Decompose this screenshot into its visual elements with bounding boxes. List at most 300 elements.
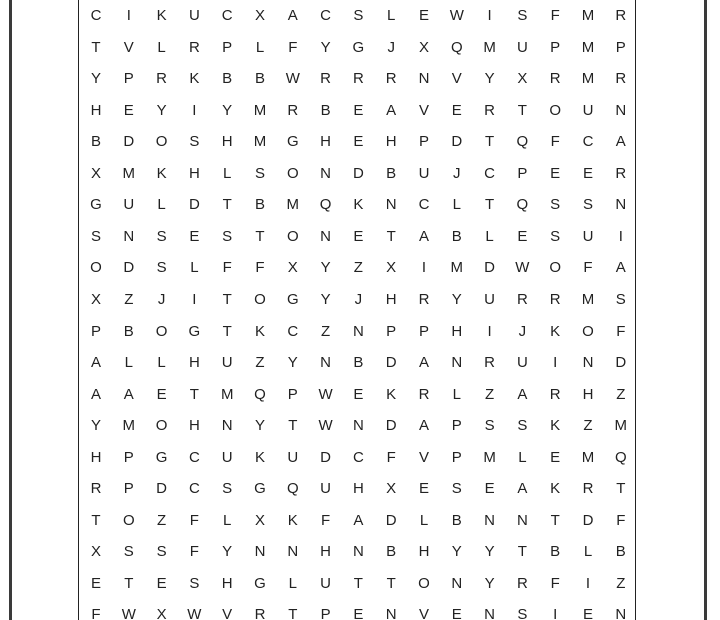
grid-letter-cell: G bbox=[155, 448, 168, 466]
grid-letter-cell: T bbox=[616, 480, 626, 498]
grid-letter-cell: L bbox=[419, 511, 429, 529]
grid-letter-cell: R bbox=[418, 385, 430, 403]
grid-letter-cell: J bbox=[518, 322, 527, 340]
word-search-grid bbox=[80, 0, 640, 620]
grid-letter-cell: R bbox=[516, 574, 528, 592]
grid-letter-cell: T bbox=[517, 543, 527, 561]
grid-letter-cell: E bbox=[189, 227, 200, 245]
grid-letter-cell: O bbox=[90, 259, 102, 277]
grid-letter-cell: M bbox=[581, 70, 595, 88]
grid-letter-cell: O bbox=[286, 164, 299, 182]
grid-letter-cell: C bbox=[188, 448, 200, 466]
grid-letter-cell: R bbox=[188, 38, 200, 56]
grid-letter-cell: P bbox=[386, 322, 397, 340]
grid-letter-cell: O bbox=[582, 322, 594, 340]
grid-letter-cell: O bbox=[155, 417, 168, 435]
grid-letter-cell: Y bbox=[222, 543, 233, 561]
grid-letter-cell: S bbox=[517, 606, 528, 620]
grid-letter-cell: M bbox=[122, 164, 136, 182]
grid-letter-cell: W bbox=[121, 606, 136, 620]
grid-letter-cell: T bbox=[288, 417, 298, 435]
grid-letter-cell: T bbox=[222, 196, 232, 214]
grid-letter-cell: K bbox=[189, 70, 200, 88]
grid-letter-cell: H bbox=[188, 354, 200, 372]
grid-letter-cell: W bbox=[187, 606, 202, 620]
grid-letter-cell: X bbox=[386, 480, 397, 498]
grid-letter-cell: E bbox=[123, 101, 134, 119]
grid-letter-cell: V bbox=[418, 101, 429, 119]
grid-letter-cell: U bbox=[320, 574, 332, 592]
grid-letter-cell: Q bbox=[614, 448, 627, 466]
grid-letter-cell: L bbox=[223, 511, 232, 529]
grid-letter-cell: C bbox=[418, 196, 430, 214]
grid-letter-cell: O bbox=[254, 290, 266, 308]
grid-letter-cell: W bbox=[285, 70, 300, 88]
grid-letter-cell: N bbox=[352, 417, 364, 435]
grid-letter-cell: F bbox=[386, 448, 396, 466]
grid-letter-cell: I bbox=[487, 7, 492, 24]
grid-letter-cell: R bbox=[254, 606, 266, 620]
grid-letter-cell: A bbox=[517, 480, 528, 498]
grid-letter-cell: U bbox=[582, 227, 594, 245]
grid-letter-cell: E bbox=[550, 164, 561, 182]
grid-letter-cell: A bbox=[90, 354, 101, 372]
grid-letter-cell: Y bbox=[484, 574, 495, 592]
grid-letter-cell: K bbox=[287, 511, 298, 529]
grid-letter-cell: O bbox=[418, 574, 430, 592]
grid-letter-cell: P bbox=[451, 417, 462, 435]
grid-letter-cell: H bbox=[221, 574, 233, 592]
grid-letter-cell: R bbox=[352, 70, 364, 88]
grid-letter-cell: E bbox=[353, 101, 364, 119]
grid-letter-cell: P bbox=[222, 38, 233, 56]
grid-letter-cell: R bbox=[90, 480, 102, 498]
grid-letter-cell: D bbox=[385, 417, 397, 435]
grid-letter-cell: H bbox=[188, 164, 200, 182]
grid-letter-cell: F bbox=[189, 511, 199, 529]
grid-letter-cell: U bbox=[287, 448, 299, 466]
grid-letter-cell: S bbox=[189, 574, 200, 592]
grid-letter-cell: R bbox=[549, 70, 561, 88]
grid-letter-cell: U bbox=[516, 38, 528, 56]
grid-letter-cell: O bbox=[549, 101, 562, 119]
grid-letter-cell: J bbox=[157, 290, 166, 308]
grid-letter-cell: F bbox=[616, 322, 626, 340]
grid-letter-cell: L bbox=[255, 38, 265, 56]
grid-letter-cell: L bbox=[452, 196, 461, 214]
grid-letter-cell: M bbox=[581, 38, 595, 56]
grid-letter-cell: E bbox=[550, 448, 561, 466]
grid-letter-cell: H bbox=[90, 448, 102, 466]
grid-letter-cell: Z bbox=[321, 322, 331, 340]
grid-letter-cell: G bbox=[254, 574, 266, 592]
grid-letter-cell: A bbox=[418, 417, 429, 435]
grid-letter-cell: E bbox=[451, 101, 462, 119]
grid-letter-cell: Q bbox=[254, 385, 266, 403]
grid-letter-cell: P bbox=[90, 322, 101, 340]
grid-letter-cell: F bbox=[321, 511, 331, 529]
grid-letter-cell: D bbox=[156, 480, 168, 498]
grid-letter-cell: Y bbox=[320, 259, 331, 277]
grid-letter-cell: F bbox=[255, 259, 265, 277]
grid-letter-cell: P bbox=[550, 38, 561, 56]
grid-letter-cell: R bbox=[287, 101, 299, 119]
grid-letter-cell: S bbox=[582, 196, 593, 214]
grid-letter-cell: L bbox=[452, 385, 461, 403]
grid-letter-cell: V bbox=[451, 70, 462, 88]
grid-letter-cell: D bbox=[451, 133, 463, 151]
grid-letter-cell: A bbox=[123, 385, 134, 403]
grid-letter-cell: M bbox=[581, 7, 595, 24]
grid-letter-cell: B bbox=[353, 354, 364, 372]
grid-letter-cell: L bbox=[157, 196, 166, 214]
grid-letter-cell: S bbox=[156, 543, 167, 561]
grid-letter-cell: T bbox=[222, 322, 232, 340]
grid-letter-cell: S bbox=[254, 164, 265, 182]
grid-letter-cell: U bbox=[320, 480, 332, 498]
grid-letter-cell: H bbox=[418, 543, 430, 561]
grid-letter-cell: K bbox=[254, 322, 265, 340]
grid-letter-cell: Z bbox=[485, 385, 495, 403]
grid-letter-cell: B bbox=[550, 543, 561, 561]
grid-letter-cell: L bbox=[485, 227, 494, 245]
grid-letter-cell: J bbox=[387, 38, 395, 56]
grid-letter-cell: N bbox=[615, 101, 627, 119]
grid-letter-cell: N bbox=[418, 70, 430, 88]
grid-letter-cell: N bbox=[582, 354, 594, 372]
grid-letter-cell: E bbox=[353, 385, 364, 403]
grid-letter-cell: K bbox=[156, 7, 167, 24]
grid-letter-cell: B bbox=[90, 133, 101, 151]
grid-letter-cell: P bbox=[123, 448, 134, 466]
grid-letter-cell: M bbox=[253, 133, 267, 151]
grid-letter-cell: O bbox=[122, 511, 135, 529]
grid-letter-cell: K bbox=[353, 196, 364, 214]
grid-letter-cell: I bbox=[618, 227, 623, 245]
grid-letter-cell: B bbox=[254, 70, 265, 88]
grid-letter-cell: Q bbox=[516, 133, 529, 151]
grid-letter-cell: K bbox=[550, 322, 561, 340]
grid-letter-cell: R bbox=[156, 70, 168, 88]
grid-letter-cell: X bbox=[90, 164, 101, 182]
grid-letter-cell: Y bbox=[90, 417, 101, 435]
grid-letter-cell: P bbox=[418, 133, 429, 151]
grid-letter-cell: N bbox=[516, 511, 528, 529]
grid-letter-cell: J bbox=[453, 164, 461, 182]
grid-letter-cell: X bbox=[254, 7, 265, 24]
grid-letter-cell: N bbox=[352, 543, 364, 561]
grid-letter-cell: A bbox=[517, 385, 528, 403]
grid-letter-cell: I bbox=[553, 606, 558, 620]
grid-letter-cell: V bbox=[418, 448, 429, 466]
grid-letter-cell: U bbox=[516, 354, 528, 372]
grid-letter-cell: Y bbox=[451, 290, 462, 308]
grid-letter-cell: S bbox=[615, 290, 626, 308]
grid-letter-cell: M bbox=[286, 196, 300, 214]
grid-letter-cell: C bbox=[221, 7, 233, 24]
grid-letter-cell: S bbox=[484, 417, 495, 435]
grid-letter-cell: G bbox=[286, 290, 299, 308]
grid-letter-cell: H bbox=[385, 133, 397, 151]
grid-letter-cell: W bbox=[318, 417, 333, 435]
grid-letter-cell: N bbox=[320, 227, 332, 245]
grid-letter-cell: Y bbox=[156, 101, 167, 119]
grid-letter-cell: E bbox=[353, 227, 364, 245]
grid-letter-cell: N bbox=[615, 606, 627, 620]
grid-letter-cell: I bbox=[192, 290, 197, 308]
grid-letter-cell: X bbox=[517, 70, 528, 88]
grid-letter-cell: S bbox=[451, 480, 462, 498]
grid-letter-cell: M bbox=[483, 448, 496, 466]
grid-letter-cell: R bbox=[615, 7, 627, 24]
grid-letter-cell: E bbox=[353, 133, 364, 151]
grid-letter-cell: N bbox=[320, 354, 332, 372]
grid-letter-cell: O bbox=[286, 227, 299, 245]
grid-letter-cell: U bbox=[484, 290, 496, 308]
grid-letter-cell: Z bbox=[255, 354, 265, 372]
grid-letter-cell: A bbox=[353, 511, 364, 529]
grid-letter-cell: Y bbox=[451, 543, 462, 561]
grid-letter-cell: W bbox=[449, 7, 464, 24]
grid-letter-cell: X bbox=[90, 290, 101, 308]
grid-letter-cell: P bbox=[451, 448, 462, 466]
grid-letter-cell: X bbox=[418, 38, 429, 56]
grid-letter-cell: Z bbox=[353, 259, 363, 277]
grid-letter-cell: S bbox=[156, 227, 167, 245]
grid-letter-cell: E bbox=[418, 7, 429, 24]
grid-letter-cell: O bbox=[155, 322, 168, 340]
grid-letter-cell: L bbox=[387, 7, 396, 24]
grid-letter-cell: M bbox=[450, 259, 464, 277]
grid-letter-cell: R bbox=[320, 70, 332, 88]
grid-letter-cell: V bbox=[123, 38, 134, 56]
grid-letter-cell: Y bbox=[320, 38, 331, 56]
grid-letter-cell: E bbox=[353, 606, 364, 620]
grid-letter-cell: B bbox=[254, 196, 265, 214]
grid-letter-cell: N bbox=[484, 511, 496, 529]
grid-letter-cell: I bbox=[585, 574, 591, 592]
grid-letter-cell: T bbox=[91, 511, 101, 529]
grid-letter-cell: T bbox=[386, 227, 396, 245]
grid-letter-cell: N bbox=[287, 543, 299, 561]
grid-letter-cell: Y bbox=[484, 543, 495, 561]
grid-letter-cell: H bbox=[320, 543, 332, 561]
grid-letter-cell: R bbox=[484, 101, 496, 119]
grid-letter-cell: S bbox=[123, 543, 134, 561]
grid-letter-cell: Z bbox=[583, 417, 593, 435]
grid-letter-cell: U bbox=[123, 196, 135, 214]
grid-letter-cell: A bbox=[386, 101, 397, 119]
grid-letter-cell: T bbox=[386, 574, 396, 592]
grid-letter-cell: R bbox=[418, 290, 430, 308]
grid-letter-cell: D bbox=[320, 448, 332, 466]
grid-letter-cell: N bbox=[451, 354, 463, 372]
grid-letter-cell: P bbox=[615, 38, 626, 56]
grid-letter-cell: N bbox=[352, 322, 364, 340]
grid-letter-cell: L bbox=[223, 164, 232, 182]
grid-letter-cell: I bbox=[487, 322, 492, 340]
grid-letter-cell: M bbox=[220, 385, 234, 403]
grid-letter-cell: T bbox=[353, 574, 363, 592]
grid-letter-cell: R bbox=[549, 385, 561, 403]
grid-letter-cell: N bbox=[123, 227, 135, 245]
grid-letter-cell: T bbox=[124, 574, 134, 592]
grid-letter-cell: E bbox=[451, 606, 462, 620]
grid-letter-cell: T bbox=[255, 227, 265, 245]
grid-letter-cell: H bbox=[320, 133, 332, 151]
grid-letter-cell: Z bbox=[616, 385, 626, 403]
grid-letter-cell: P bbox=[418, 322, 429, 340]
grid-letter-cell: S bbox=[517, 7, 528, 24]
grid-letter-cell: W bbox=[515, 259, 530, 277]
grid-letter-cell: D bbox=[582, 511, 594, 529]
grid-letter-cell: X bbox=[287, 259, 298, 277]
grid-letter-cell: R bbox=[582, 480, 594, 498]
grid-letter-cell: M bbox=[122, 417, 136, 435]
grid-letter-cell: U bbox=[221, 354, 233, 372]
grid-letter-cell: I bbox=[553, 354, 558, 372]
grid-letter-cell: N bbox=[320, 164, 332, 182]
grid-letter-cell: R bbox=[385, 70, 397, 88]
grid-letter-cell: U bbox=[221, 448, 233, 466]
grid-letter-cell: X bbox=[90, 543, 101, 561]
grid-letter-cell: G bbox=[188, 322, 201, 340]
grid-letter-cell: E bbox=[156, 385, 167, 403]
grid-letter-cell: F bbox=[550, 133, 560, 151]
grid-letter-cell: B bbox=[320, 101, 331, 119]
grid-letter-cell: R bbox=[549, 290, 561, 308]
grid-letter-cell: C bbox=[90, 7, 102, 24]
grid-letter-cell: Q bbox=[450, 38, 463, 56]
grid-letter-cell: C bbox=[352, 448, 364, 466]
grid-letter-cell: I bbox=[126, 7, 131, 24]
grid-letter-cell: P bbox=[123, 70, 134, 88]
grid-letter-cell: A bbox=[615, 133, 626, 151]
grid-letter-cell: R bbox=[615, 70, 627, 88]
grid-letter-cell: S bbox=[550, 196, 561, 214]
grid-letter-cell: F bbox=[91, 606, 101, 620]
grid-letter-cell: T bbox=[550, 511, 560, 529]
grid-letter-cell: H bbox=[451, 322, 463, 340]
grid-letter-cell: R bbox=[516, 290, 528, 308]
grid-letter-cell: M bbox=[483, 38, 496, 56]
grid-letter-cell: B bbox=[615, 543, 626, 561]
grid-letter-cell: S bbox=[353, 7, 364, 24]
grid-letter-cell: E bbox=[582, 606, 593, 620]
grid-letter-cell: B bbox=[451, 227, 462, 245]
grid-letter-cell: H bbox=[221, 133, 233, 151]
grid-letter-cell: F bbox=[583, 259, 593, 277]
grid-letter-cell: L bbox=[124, 354, 133, 372]
grid-letter-cell: S bbox=[550, 227, 561, 245]
grid-letter-cell: T bbox=[485, 133, 495, 151]
grid-letter-cell: E bbox=[582, 164, 593, 182]
grid-letter-cell: M bbox=[581, 448, 595, 466]
grid-letter-cell: L bbox=[288, 574, 297, 592]
grid-letter-cell: E bbox=[418, 480, 429, 498]
grid-letter-cell: N bbox=[254, 543, 266, 561]
grid-letter-cell: Y bbox=[287, 354, 298, 372]
grid-letter-cell: M bbox=[253, 101, 267, 119]
grid-letter-cell: B bbox=[451, 511, 462, 529]
grid-letter-cell: J bbox=[354, 290, 363, 308]
grid-letter-cell: H bbox=[90, 101, 102, 119]
grid-letter-cell: Q bbox=[286, 480, 299, 498]
grid-letter-cell: L bbox=[157, 38, 166, 56]
grid-letter-cell: T bbox=[485, 196, 495, 214]
grid-letter-cell: K bbox=[254, 448, 265, 466]
grid-letter-cell: X bbox=[254, 511, 265, 529]
grid-letter-cell: V bbox=[222, 606, 233, 620]
grid-letter-cell: D bbox=[385, 354, 397, 372]
grid-letter-cell: R bbox=[484, 354, 496, 372]
grid-letter-cell: L bbox=[518, 448, 527, 466]
grid-letter-cell: P bbox=[123, 480, 134, 498]
grid-letter-cell: T bbox=[288, 606, 298, 620]
grid-letter-cell: S bbox=[90, 227, 101, 245]
grid-letter-cell: V bbox=[418, 606, 429, 620]
grid-letter-cell: N bbox=[385, 606, 397, 620]
grid-letter-cell: R bbox=[615, 164, 627, 182]
grid-letter-cell: Y bbox=[320, 290, 331, 308]
grid-letter-cell: H bbox=[352, 480, 364, 498]
grid-letter-cell: I bbox=[421, 259, 427, 277]
grid-letter-cell: U bbox=[188, 7, 200, 24]
grid-letter-cell: Q bbox=[516, 196, 529, 214]
grid-letter-cell: E bbox=[517, 227, 528, 245]
grid-letter-cell: E bbox=[90, 574, 101, 592]
grid-letter-cell: C bbox=[484, 164, 496, 182]
grid-letter-cell: F bbox=[189, 543, 199, 561]
grid-letter-cell: H bbox=[188, 417, 200, 435]
grid-letter-cell: U bbox=[418, 164, 430, 182]
grid-letter-cell: Z bbox=[124, 290, 134, 308]
grid-letter-cell: A bbox=[418, 354, 429, 372]
grid-letter-cell: O bbox=[155, 133, 168, 151]
grid-letter-cell: N bbox=[615, 196, 627, 214]
grid-letter-cell: O bbox=[549, 259, 562, 277]
grid-letter-cell: C bbox=[320, 7, 332, 24]
grid-letter-cell: Y bbox=[90, 70, 101, 88]
grid-letter-cell: N bbox=[451, 574, 463, 592]
grid-letter-cell: H bbox=[385, 290, 397, 308]
grid-letter-cell: S bbox=[222, 480, 233, 498]
grid-letter-cell: K bbox=[156, 164, 167, 182]
grid-letter-cell: N bbox=[484, 606, 496, 620]
grid-letter-cell: Y bbox=[254, 417, 265, 435]
grid-letter-cell: T bbox=[91, 38, 101, 56]
grid-letter-cell: D bbox=[123, 259, 135, 277]
grid-letter-cell: U bbox=[582, 101, 594, 119]
grid-letter-cell: K bbox=[386, 385, 397, 403]
grid-letter-cell: G bbox=[352, 38, 365, 56]
grid-letter-cell: P bbox=[517, 164, 528, 182]
page-frame-right-border bbox=[704, 0, 707, 620]
grid-letter-cell: A bbox=[615, 259, 626, 277]
grid-letter-cell: A bbox=[287, 7, 298, 24]
grid-letter-cell: B bbox=[222, 70, 233, 88]
grid-letter-cell: S bbox=[189, 133, 200, 151]
grid-letter-cell: X bbox=[156, 606, 167, 620]
grid-letter-cell: D bbox=[385, 511, 397, 529]
grid-letter-cell: C bbox=[582, 133, 594, 151]
grid-letter-cell: N bbox=[221, 417, 233, 435]
grid-letter-cell: F bbox=[550, 574, 560, 592]
grid-letter-cell: A bbox=[418, 227, 429, 245]
page-frame-left-border bbox=[9, 0, 12, 620]
grid-letter-cell: F bbox=[616, 511, 626, 529]
grid-letter-cell: L bbox=[157, 354, 166, 372]
